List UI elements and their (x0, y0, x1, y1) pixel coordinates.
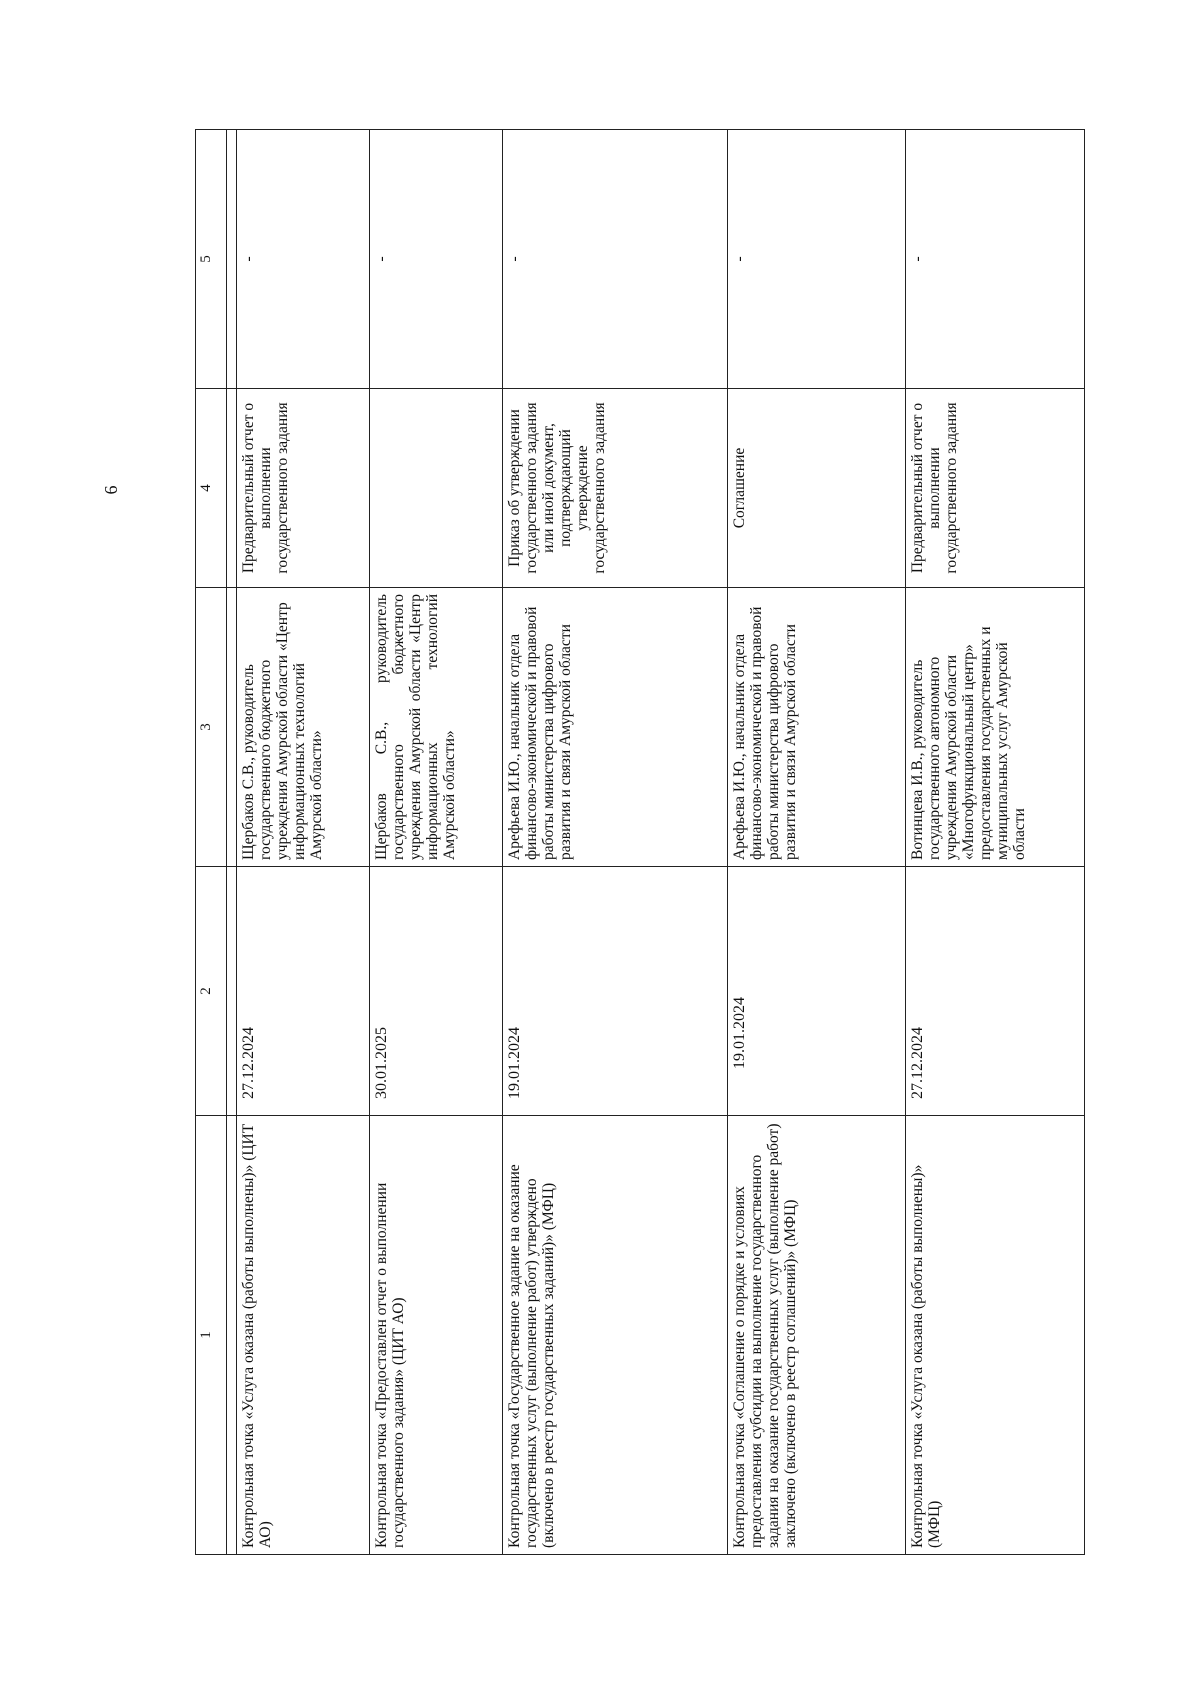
header-col-4: 4 (196, 389, 227, 588)
date-cell (370, 867, 503, 1116)
spacer-cell (226, 130, 236, 389)
spacer-cell (226, 389, 236, 588)
responsible-cell: Арефьева И.Ю., начальник отдела финансово-экономической и правовой работы министерства цифрового развития и связи Амурской области (503, 588, 728, 867)
document-cell: Предварительный отчет о выполнении государственного задания (906, 389, 1085, 588)
date-text: 19.01.2024 (506, 1027, 523, 1099)
document-cell: Соглашение (727, 389, 906, 588)
table-row (906, 130, 1085, 1555)
page-number: 6 (101, 485, 121, 495)
header-col-1: 1 (196, 1116, 227, 1555)
control-point-cell: Контрольная точка «Услуга оказана (работы выполнены)» (МФЦ) (906, 1116, 1085, 1555)
note-cell (727, 130, 906, 389)
note-text: - (730, 256, 748, 262)
responsible-cell: Арефьева И.Ю., начальник отдела финансово-экономической и правовой работы министерства цифрового развития и связи Амурской области (727, 588, 906, 867)
document-cell: Приказ об утверждении государственного задания или иной документ, подтверждающий утверждение государственного задания (503, 389, 728, 588)
table-row (503, 130, 728, 1555)
note-cell (370, 130, 503, 389)
table-row (237, 130, 370, 1555)
date-cell (503, 867, 728, 1116)
header-col-5: 5 (196, 130, 227, 389)
date-cell (906, 867, 1085, 1116)
date-cell (237, 867, 370, 1116)
control-point-cell: Контрольная точка «Соглашение о порядке и условиях предоставления субсидии на выполнение государственного задания на оказание государственных услуг (выполнение работ) заключено (включено в реестр соглашений)» (МФЦ) (727, 1116, 906, 1555)
table-spacer-row (226, 130, 236, 1555)
table-row (727, 130, 906, 1555)
date-text: 30.01.2025 (373, 1027, 391, 1099)
document-cell: Предварительный отчет о выполнении государственного задания (237, 389, 370, 588)
table-container (195, 155, 1085, 1555)
note-cell (237, 130, 370, 389)
note-text: - (240, 256, 258, 262)
control-points-table (195, 129, 1085, 1555)
note-text: - (373, 256, 391, 262)
control-point-cell: Контрольная точка «Предоставлен отчет о выполнении государственного задания» (ЦИТ АО) (370, 1116, 503, 1555)
date-cell (727, 867, 906, 1116)
responsible-cell: Щербаков С.В., руководитель государственного бюджетного учреждения Амурской области «Центр информационных технологий Амурской области» (370, 588, 503, 867)
spacer-cell (226, 1116, 236, 1555)
date-text: 27.12.2024 (909, 1027, 927, 1099)
date-text: 19.01.2024 (730, 997, 748, 1069)
responsible-cell: Щербаков С.В., руководитель государственного бюджетного учреждения Амурской области «Центр информационных технологий Амурской области» (237, 588, 370, 867)
table-row (370, 130, 503, 1555)
note-text: - (506, 256, 523, 262)
rotated-table-frame (195, 155, 1085, 1555)
control-point-cell: Контрольная точка «Услуга оказана (работы выполнены)» (ЦИТ АО) (237, 1116, 370, 1555)
responsible-cell: Вотинцева И.В., руководитель государственного автономного учреждения Амурской области «Многофункциональный центр» предоставления государственных и муниципальных услуг Амурской области (906, 588, 1085, 867)
header-col-2: 2 (196, 867, 227, 1116)
spacer-cell (226, 588, 236, 867)
note-cell (503, 130, 728, 389)
note-cell (906, 130, 1085, 389)
spacer-cell (226, 867, 236, 1116)
table-header-row (196, 130, 227, 1555)
control-point-cell: Контрольная точка «Государственное задание на оказание государственных услуг (выполнение работ) утверждено (включено в реестр государственных заданий)» (МФЦ) (503, 1116, 728, 1555)
date-text: 27.12.2024 (240, 1027, 258, 1099)
document-cell (370, 389, 503, 588)
header-col-3: 3 (196, 588, 227, 867)
note-text: - (909, 256, 927, 262)
